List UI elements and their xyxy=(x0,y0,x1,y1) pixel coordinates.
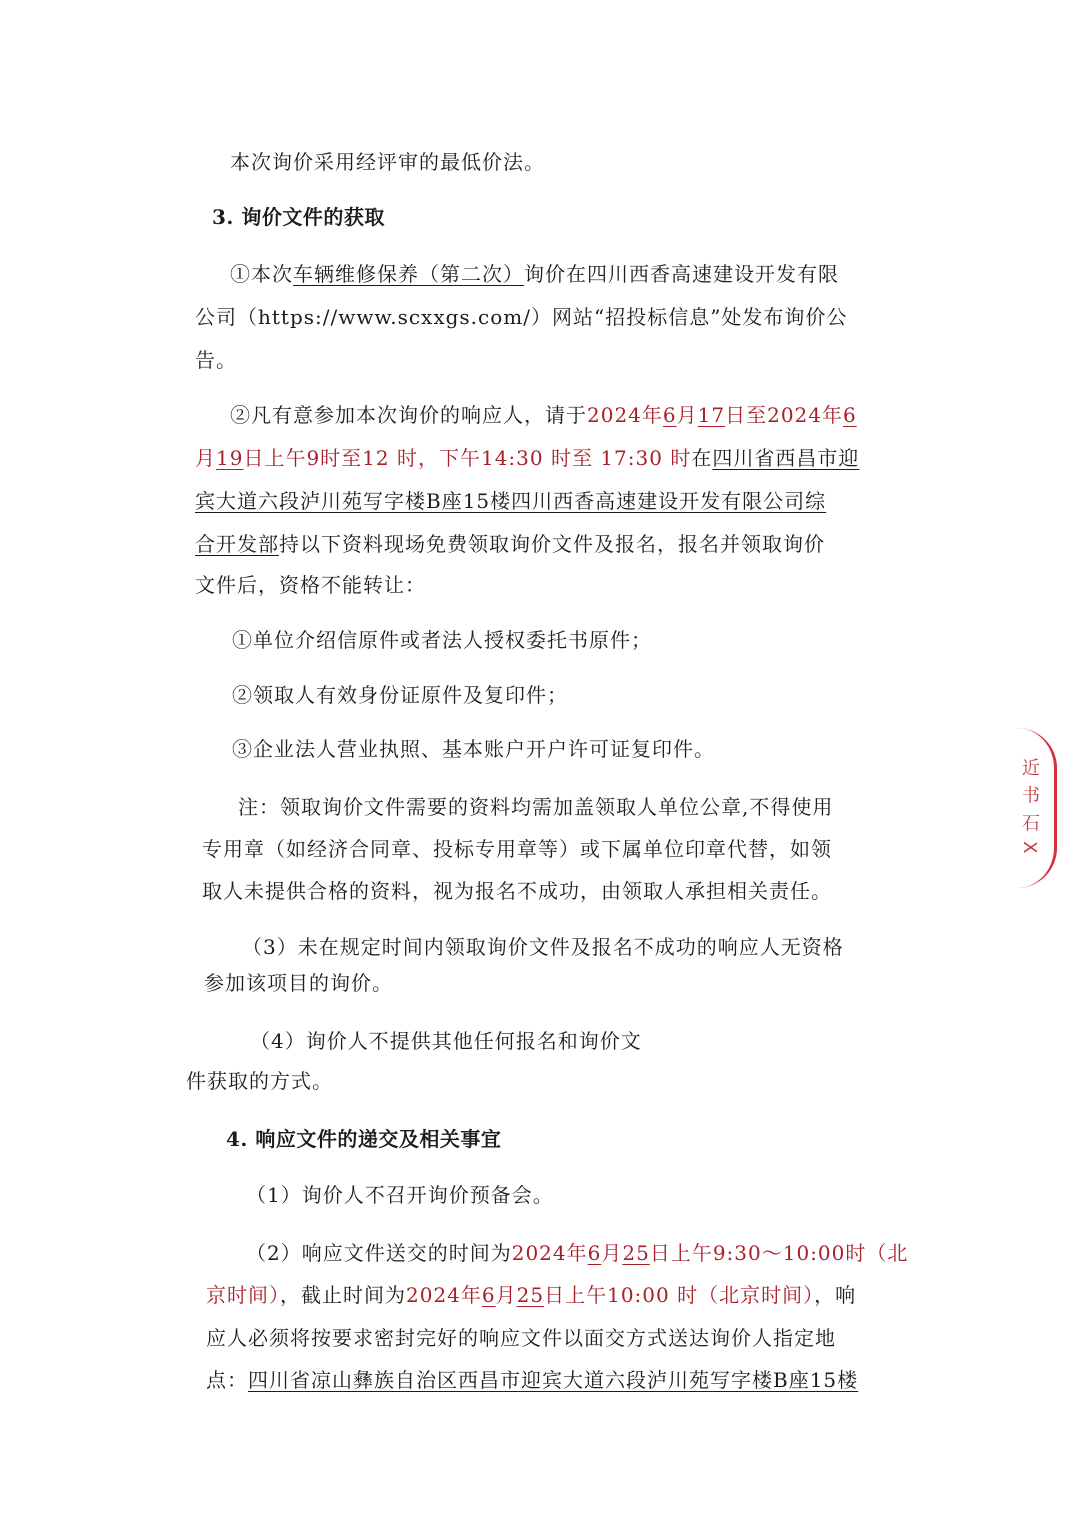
required-item-2: ②领取人有效身份证原件及复印件； xyxy=(232,683,568,707)
paragraph-1-line-3: 告。 xyxy=(195,348,237,372)
seal-stamp-text: 近 书 石 X xyxy=(1019,758,1040,856)
paragraph-2-line-5: 文件后，资格不能转让： xyxy=(195,573,426,597)
paragraph-2-line-2: 月19日上午9时至12 时，下午14:30 时至 17:30 时在四川省西昌市迎 xyxy=(195,446,860,470)
project-name: 车辆维修保养（第二次） xyxy=(293,262,524,286)
text-line-evaluation-method: 本次询价采用经评审的最低价法。 xyxy=(230,150,545,174)
paragraph-1-line-2: 公司（https://www.scxxgs.com/）网站“招投标信息”处发布询价公 xyxy=(195,305,848,329)
item-q1: （1）询价人不召开询价预备会。 xyxy=(246,1183,554,1207)
section-heading-4: 4. 响应文件的递交及相关事宜 xyxy=(226,1127,502,1151)
paragraph-2-line-3: 宾大道六段泸川苑写字楼B座15楼四川西香高速建设开发有限公司综 xyxy=(195,489,827,513)
paragraph-2-line-4: 合开发部持以下资料现场免费领取询价文件及报名，报名并领取询价 xyxy=(195,532,825,556)
note-line-2: 专用章（如经济合同章、投标专用章等）或下属单位印章代替，如领 xyxy=(202,837,832,861)
paragraph-4-line-2: 件获取的方式。 xyxy=(186,1069,333,1093)
paragraph-4-line-1: （4）询价人不提供其他任何报名和询价文 xyxy=(250,1029,642,1053)
item-q2-line-1: （2）响应文件送交的时间为2024年6月25日上午9:30～10:00时（北 xyxy=(246,1241,909,1265)
required-item-3: ③企业法人营业执照、基本账户开户许可证复印件。 xyxy=(232,737,715,761)
item-q2-line-3: 应人必须将按要求密封完好的响应文件以面交方式送达询价人指定地 xyxy=(206,1326,836,1350)
note-line-1: 注：领取询价文件需要的资料均需加盖领取人单位公章,不得使用 xyxy=(238,795,834,819)
note-line-3: 取人未提供合格的资料，视为报名不成功，由领取人承担相关责任。 xyxy=(202,879,832,903)
paragraph-1-line-1: ①本次车辆维修保养（第二次）询价在四川西香高速建设开发有限 xyxy=(230,262,839,286)
required-item-1: ①单位介绍信原件或者法人授权委托书原件； xyxy=(232,628,652,652)
item-q2-line-2: 京时间），截止时间为2024年6月25日上午10:00 时（北京时间），响 xyxy=(206,1283,857,1307)
paragraph-3-line-1: （3）未在规定时间内领取询价文件及报名不成功的响应人无资格 xyxy=(242,935,844,959)
paragraph-2-line-1: ②凡有意参加本次询价的响应人，请于2024年6月17日至2024年6 xyxy=(230,403,857,427)
paragraph-3-line-2: 参加该项目的询价。 xyxy=(204,971,393,995)
section-heading-3: 3. 询价文件的获取 xyxy=(212,205,385,229)
item-q2-line-4: 点：四川省凉山彝族自治区西昌市迎宾大道六段泸川苑写字楼B座15楼 xyxy=(206,1368,859,1392)
